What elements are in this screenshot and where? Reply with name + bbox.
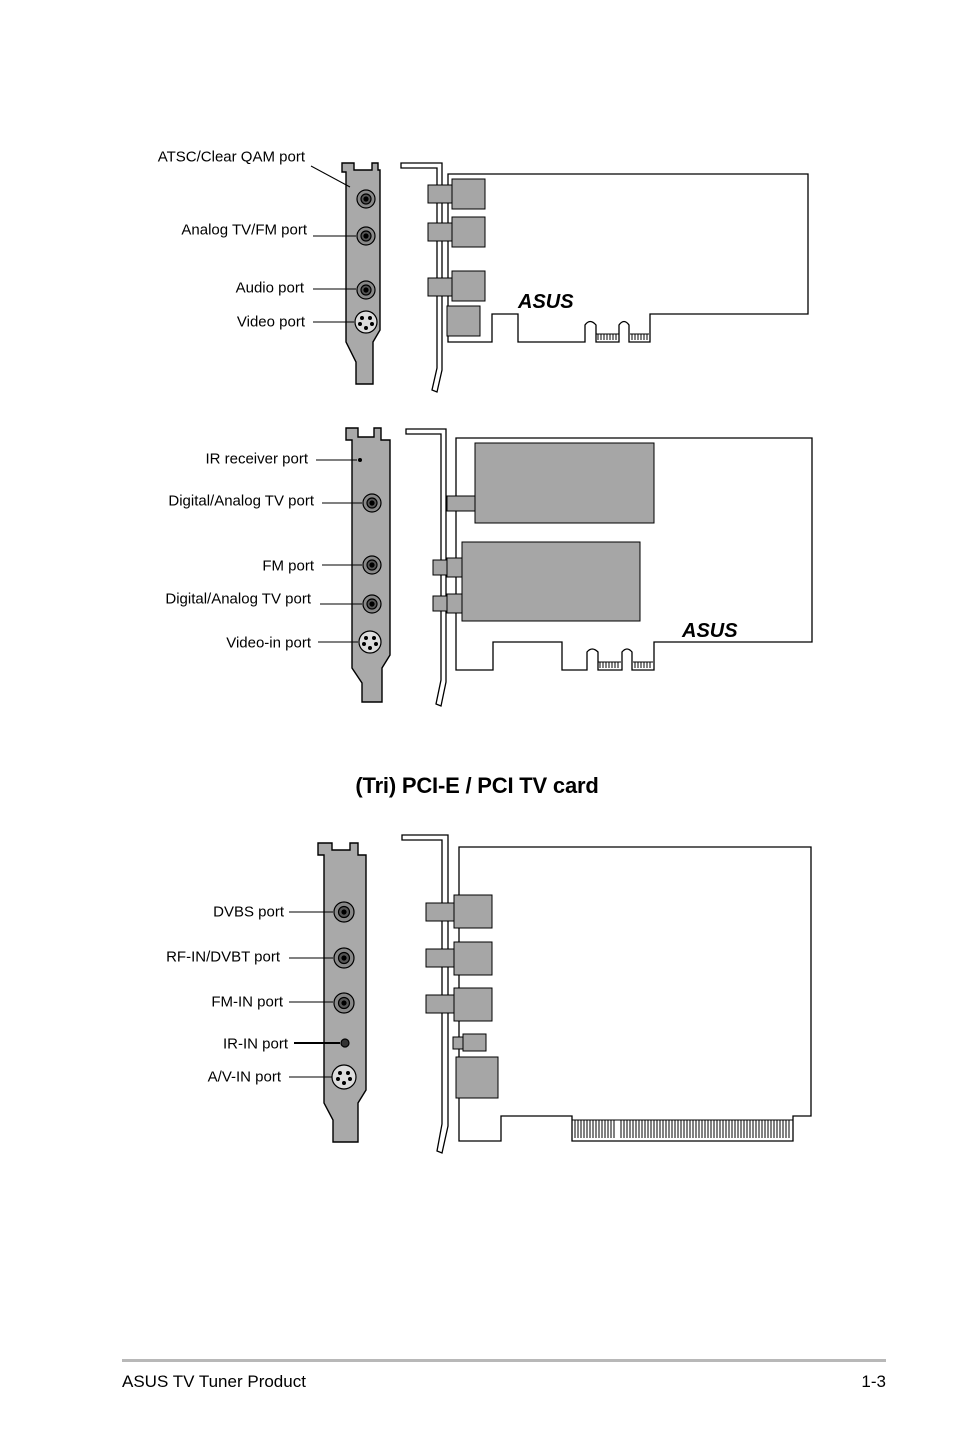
connector-atsc bbox=[357, 190, 375, 208]
label-ir-receiver-port: IR receiver port bbox=[205, 450, 308, 468]
tv-card-illustration-1 bbox=[0, 140, 954, 400]
connector-video bbox=[355, 311, 377, 333]
component bbox=[433, 596, 447, 611]
component bbox=[447, 558, 462, 577]
connector-video-in bbox=[359, 631, 381, 653]
label-video-in-port: Video-in port bbox=[226, 634, 311, 652]
connector-digital-analog-1 bbox=[363, 494, 381, 512]
component bbox=[447, 496, 475, 511]
connector-rf-in bbox=[334, 948, 354, 968]
asus-logo: ASUS bbox=[518, 291, 574, 313]
tv-card-diagram-3 bbox=[0, 830, 954, 1160]
footer-rule bbox=[122, 1359, 886, 1362]
label-audio-port: Audio port bbox=[235, 279, 304, 297]
connector-digital-analog-2 bbox=[363, 595, 381, 613]
label-fm-in-port: FM-IN port bbox=[211, 993, 283, 1011]
label-analog-tv-fm-port: Analog TV/FM port bbox=[181, 221, 307, 239]
side-bracket bbox=[402, 835, 448, 1153]
component bbox=[453, 1037, 463, 1049]
component bbox=[426, 949, 454, 967]
label-av-in-port: A/V-IN port bbox=[207, 1068, 281, 1086]
component bbox=[426, 995, 454, 1013]
asus-logo: ASUS bbox=[682, 620, 738, 642]
label-digital-analog-tv-port-2: Digital/Analog TV port bbox=[165, 590, 311, 608]
tv-card-diagram-1 bbox=[0, 140, 954, 400]
connector-fm bbox=[363, 556, 381, 574]
component bbox=[428, 185, 452, 203]
connector-fm-in bbox=[334, 993, 354, 1013]
page-number: 1-3 bbox=[861, 1372, 886, 1391]
component bbox=[452, 271, 485, 301]
connector-analog-tv bbox=[357, 227, 375, 245]
component bbox=[428, 278, 452, 296]
component bbox=[433, 560, 447, 575]
connector-dvbs bbox=[334, 902, 354, 922]
component bbox=[454, 988, 492, 1021]
connector-av-in bbox=[332, 1065, 356, 1089]
component bbox=[452, 179, 485, 209]
label-digital-analog-tv-port-1: Digital/Analog TV port bbox=[168, 492, 314, 510]
pcb bbox=[459, 847, 811, 1141]
label-fm-port: FM port bbox=[262, 557, 314, 575]
component bbox=[447, 306, 480, 336]
label-atsc-port: ATSC/Clear QAM port bbox=[157, 148, 305, 166]
tuner-module-bottom bbox=[462, 542, 640, 621]
connector-audio bbox=[357, 281, 375, 299]
component bbox=[454, 942, 492, 975]
component bbox=[447, 594, 462, 613]
component bbox=[456, 1057, 498, 1098]
pcb bbox=[448, 174, 808, 342]
component bbox=[426, 903, 454, 921]
tv-card-illustration-3 bbox=[0, 830, 954, 1160]
footer-title: ASUS TV Tuner Product bbox=[122, 1372, 306, 1391]
tv-card-illustration-2 bbox=[0, 420, 954, 715]
connector-ir-in bbox=[341, 1039, 349, 1047]
component bbox=[452, 217, 485, 247]
component bbox=[463, 1034, 486, 1051]
tuner-module-top bbox=[475, 443, 654, 523]
label-video-port: Video port bbox=[236, 313, 305, 331]
ir-receiver-hole bbox=[358, 458, 362, 462]
label-ir-in-port: IR-IN port bbox=[222, 1035, 288, 1053]
bracket bbox=[318, 843, 366, 1142]
tv-card-diagram-2 bbox=[0, 420, 954, 715]
component bbox=[454, 895, 492, 928]
component bbox=[428, 223, 452, 241]
label-rf-in-dvbt-port: RF-IN/DVBT port bbox=[166, 948, 280, 966]
label-dvbs-port: DVBS port bbox=[213, 903, 284, 921]
figure-caption: (Tri) PCI-E / PCI TV card bbox=[355, 773, 599, 798]
